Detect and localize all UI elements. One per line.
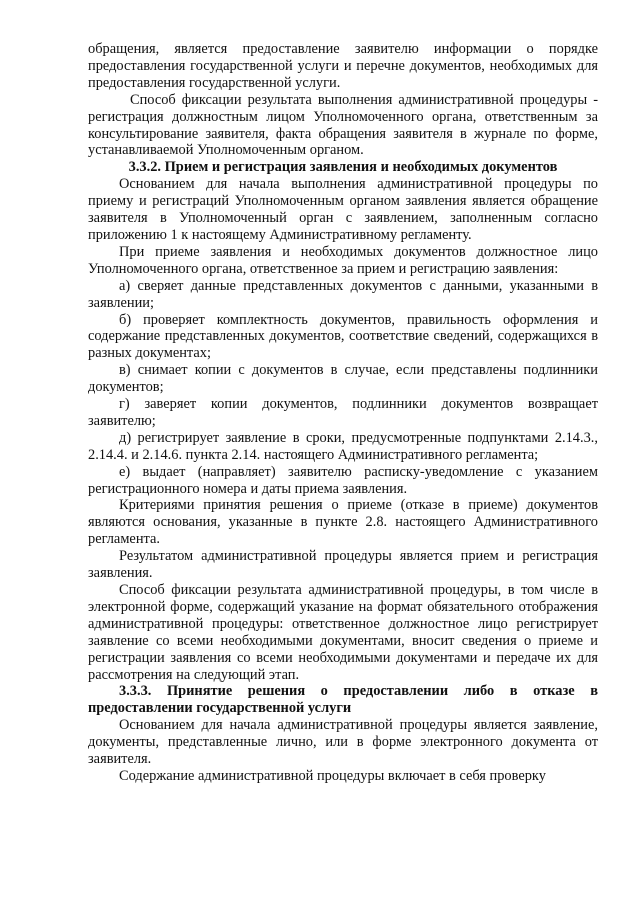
paragraph-official-actions: При приеме заявления и необходимых документов должностное лицо Уполномоченного органа, ответственное за прием и регистрацию заявления: — [88, 243, 598, 277]
paragraph-fixation-method: Способ фиксации результата выполнения административной процедуры - регистрация должностным лицом Уполномоченного органа, ответственным за консультирование заявителя, факта обращения заявителя в журнале по форме, устанавливаемой Уполномоченным органом. — [88, 91, 598, 159]
paragraph-grounds: Основанием для начала выполнения административной процедуры по приему и регистраций Уполномоченным органом заявления является обращение заявителя в Уполномоченный орган с заявлением, заполненным согласно приложению 1 к настоящему Административному регламенту. — [88, 176, 598, 243]
list-item-a: а) сверяет данные представленных документов с данными, указанными в заявлении; — [88, 277, 598, 311]
paragraph-result: Результатом административной процедуры является прием и регистрация заявления. — [88, 548, 598, 582]
paragraph-content: Содержание административной процедуры включает в себя проверку — [119, 767, 546, 784]
paragraph-continuation: обращения, является предоставление заявителю информации о порядке предоставления государственной услуги и перечне документов, необходимых для предоставления государственной услуги. — [88, 41, 598, 91]
section-heading-3-3-3: 3.3.3. Принятие решения о предоставлении либо в отказе в предоставлении государственной услуги — [88, 683, 598, 717]
section-heading-3-3-2: 3.3.2. Прием и регистрация заявления и необходимых документов — [128, 159, 558, 176]
list-item-g: г) заверяет копии документов, подлинники документов возвращает заявителю; — [88, 396, 598, 429]
paragraph-criteria: Критериями принятия решения о приеме (отказе в приеме) документов являются основания, указанные в пункте 2.8. настоящего Административного регламента. — [88, 497, 598, 548]
paragraph-grounds-decision: Основанием для начала административной процедуры является заявление, документы, представленные лично, или в форме электронного документа от заявителя. — [88, 717, 598, 768]
list-item-d: д) регистрирует заявление в сроки, предусмотренные подпунктами 2.14.3., 2.14.4. и 2.14.6. пункта 2.14. настоящего Административного регламента; — [88, 429, 598, 463]
paragraph-result-fixation: Способ фиксации результата административной процедуры, в том числе в электронной форме, содержащий указание на формат обязательного отображения административной процедуры: ответственное должностное лицо регистрирует заявление со всеми необходимыми документами, вносит сведения о приеме и регистрации заявления со всеми необходимыми документами и передаче их для рассмотрения на следующий этап. — [88, 582, 598, 683]
list-item-b: б) проверяет комплектность документов, правильность оформления и содержание представленных документов, соответствие сведений, содержащихся в разных документах; — [88, 311, 598, 362]
list-item-e: е) выдает (направляет) заявителю расписку-уведомление с указанием регистрационного номера и даты приема заявления. — [88, 463, 598, 497]
list-item-v: в) снимает копии с документов в случае, если представлены подлинники документов; — [88, 362, 598, 396]
